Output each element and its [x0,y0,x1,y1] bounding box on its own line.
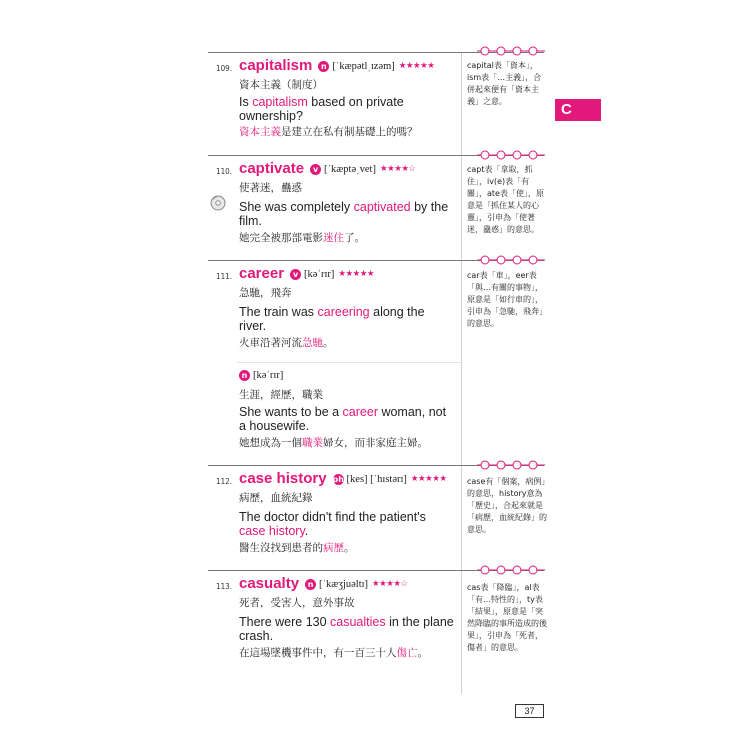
phonetic: [kəˈrɪr] [304,268,335,280]
headword: case history [239,470,327,487]
entry-number: 111. [216,272,233,281]
phonetic: [ˈkæʒjuəltɪ] [319,578,369,590]
chinese-definition: 死者，受害人，意外事故 [239,597,355,609]
rating-stars: ★★★★☆ [379,164,416,174]
pos-badge: n [305,579,316,590]
pos-badge: n [239,370,250,381]
entry-number: 112. [216,477,233,486]
example-english: The train was careering along the river. [239,305,425,333]
memory-ribbon [477,45,545,57]
phonetic: [kes] [ˈhɪstərɪ] [346,473,407,485]
chinese-definition: 資本主義（制度） [239,79,323,91]
example-chinese: 火車沿著河流急馳。 [239,337,334,349]
etymology-note: case有「個案，病例」的意思，history意為「歷史」，合起來就是「病歷，血統紀錄」的意思。 [467,477,547,534]
chinese-definition: 生涯，經歷，職業 [239,389,323,401]
example-english: The doctor didn't find the patient's case history. [239,510,426,538]
chinese-definition: 急馳，飛奔 [239,287,292,299]
example-english: She wants to be a career woman, not a housewife. [239,405,447,433]
example-chinese: 醫生沒找到患者的病歷。 [239,542,355,554]
rating-stars: ★★★★★ [398,61,435,71]
etymology-note: car表「車」，eer表「與…有關的事物」，原意是「如行車的」，引申為「急馳，飛奔」的意思。 [467,271,547,328]
entry-number: 113. [216,582,233,591]
memory-ribbon [477,149,545,161]
pos-badge: n [318,61,329,72]
pos-badge: v [310,164,321,175]
entry-headline [239,575,408,592]
example-chinese: 她想成為一個職業婦女，而非家庭主婦。 [239,437,428,449]
entry-headline [239,57,434,74]
memory-ribbon [477,254,545,266]
entry-capitalism [208,52,462,155]
pos-badge: v [290,269,301,280]
headword: casualty [239,575,300,592]
headword: captivate [239,160,305,177]
entry-number: 109. [216,64,233,73]
phonetic: [kəˈrɪr] [253,369,284,381]
page-number: 37 [515,704,544,718]
headword: career [239,265,285,282]
chinese-definition: 病歷，血統紀錄 [239,492,313,504]
memory-ribbon [477,459,545,471]
etymology-note: capital表「資本」，ism表「…主義」，合併起來便有「資本主義」之意。 [467,61,542,106]
example-chinese: 她完全被那部電影迷住了。 [239,232,365,244]
example-english: There were 130 casualties in the plane crash. [239,615,454,643]
entry-headline [239,265,374,282]
pos-badge: ph [332,474,344,484]
etymology-note: cas表「降臨」，al表「有…特性的」，ty表「結果」，原意是「突然降臨的事所造成的後果」，引申為「死者，傷者」的意思。 [467,583,547,652]
example-chinese: 在這場墜機事件中，有一百三十人傷亡。 [239,647,428,659]
headword: capitalism [239,57,313,74]
entry-captivate [208,155,462,260]
entry-casualty [208,570,462,694]
etymology-note: capt表「拿取，抓住」，iv(e)表「有關」，ate表「使」，原意是「抓住某人的心靈」，引申為「使著迷，蠱惑」的意思。 [467,165,544,234]
rating-stars: ★★★★☆ [372,579,408,589]
rating-stars: ★★★★★ [338,269,374,279]
example-english: She was completely captivated by the film. [239,200,449,228]
memory-ribbon [477,564,545,576]
example-chinese: 資本主義是建立在私有制基礎上的嗎？ [239,126,418,138]
section-tab[interactable]: C [555,99,601,121]
entry-case-history [208,465,462,570]
rating-stars: ★★★★★ [410,474,447,484]
phonetic: [ˈkæptəˌvet] [324,163,376,175]
audio-cd-icon[interactable] [210,195,226,211]
chinese-definition: 使著迷，蠱惑 [239,182,302,194]
example-english: Is capitalism based on private ownership? [239,95,404,123]
phonetic: [ˈkæpətlˌɪzəm] [332,60,395,72]
entry-number: 110. [216,167,233,176]
entry-headline [239,160,416,177]
entry-career [208,260,462,465]
entry-headline [239,470,447,487]
sub-entry-headline [239,367,283,383]
